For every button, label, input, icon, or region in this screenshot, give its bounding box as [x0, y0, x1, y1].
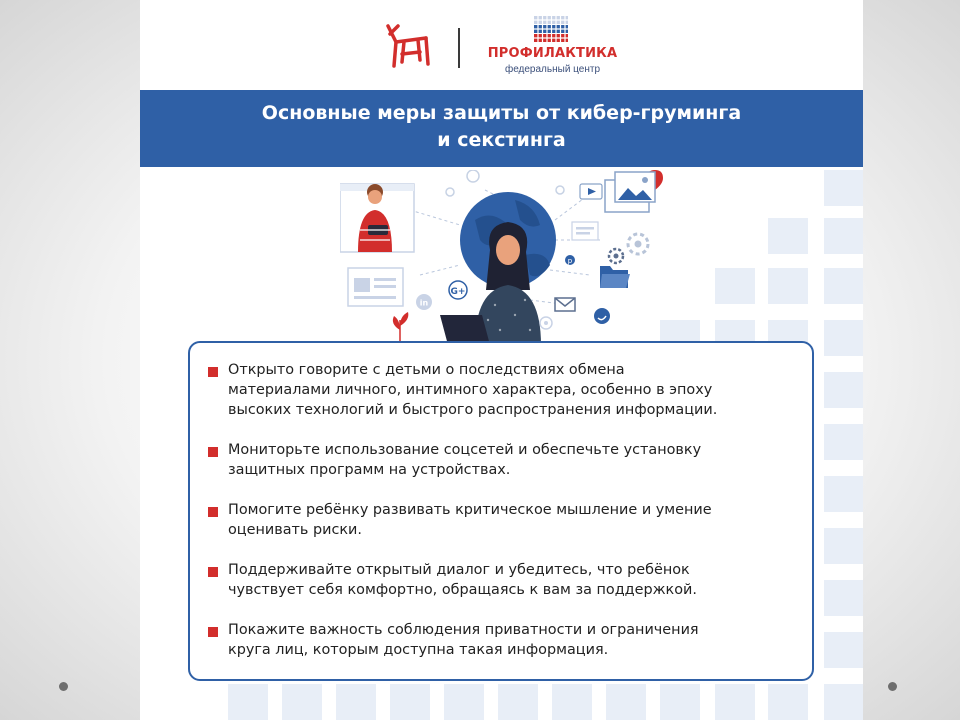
svg-text:G+: G+ [450, 287, 466, 297]
poster [140, 0, 863, 720]
tip-line: круга лиц, которым доступна такая информация. [228, 642, 609, 658]
brand-name: ПРОФИЛАКТИКА [487, 46, 618, 61]
tip-line: Поддерживайте открытый диалог и убедитесь, что ребёнок [228, 562, 690, 578]
tip-line: Помогите ребёнку развивать критическое мышление и умение [228, 502, 712, 518]
gear-icon [609, 234, 648, 263]
tip-line: оценивать риски. [228, 522, 362, 538]
whatsapp-icon [594, 308, 610, 324]
tip-bullet-4 [208, 567, 218, 577]
mail-icon [555, 298, 575, 311]
brand-subtitle: федеральный центр [504, 64, 601, 75]
video-call-window [340, 184, 414, 252]
tip-line: Покажите важность соблюдения приватности и ограничения [228, 622, 699, 638]
title-band [140, 90, 863, 167]
document-right [572, 222, 598, 240]
slide-dot-right [888, 682, 897, 691]
document-card [348, 268, 403, 306]
svg-text:p: p [567, 257, 573, 265]
tip-bullet-3 [208, 507, 218, 517]
logo-divider [458, 28, 460, 68]
tip-bullet-5 [208, 627, 218, 637]
tip-item-4 [228, 560, 808, 600]
tip-bullet-1 [208, 367, 218, 377]
tips-card [188, 341, 814, 681]
svg-text:in: in [419, 298, 429, 308]
video-play-icon [580, 184, 602, 199]
tip-line: защитных программ на устройствах. [228, 462, 511, 478]
tricolor-grid-icon [534, 16, 568, 42]
google-plus-icon [449, 281, 467, 299]
folder-icon [600, 266, 630, 288]
tip-line: чувствует себя комфортно, обращаясь к вам за поддержкой. [228, 582, 697, 598]
page-title-line-2: и секстинга [437, 129, 566, 151]
linkedin-icon [416, 294, 432, 310]
header-logos [140, 0, 863, 90]
tip-item-5 [228, 620, 808, 660]
tip-line: Мониторьте использование соцсетей и обеспечьте установку [228, 442, 702, 458]
tip-item-2 [228, 440, 808, 480]
tip-item-1 [228, 360, 808, 420]
page-title-line-1: Основные меры защиты от кибер-груминга [261, 102, 742, 124]
page-title [140, 100, 863, 154]
camera-icon [540, 317, 552, 329]
tip-line: высоких технологий и быстрого распространения информации. [228, 402, 718, 418]
cyber-illustration [340, 170, 680, 345]
chair-logo-icon [380, 20, 436, 70]
plant-icon [393, 312, 408, 342]
pinterest-icon [565, 255, 575, 265]
slide-dot-left [59, 682, 68, 691]
tip-line: материалами личного, интимного характера, особенно в эпоху [228, 382, 713, 398]
tip-line: Открыто говорите с детьми о последствиях обмена [228, 362, 625, 378]
tip-item-3 [228, 500, 808, 540]
tip-bullet-2 [208, 447, 218, 457]
image-gallery-icon [605, 172, 655, 212]
